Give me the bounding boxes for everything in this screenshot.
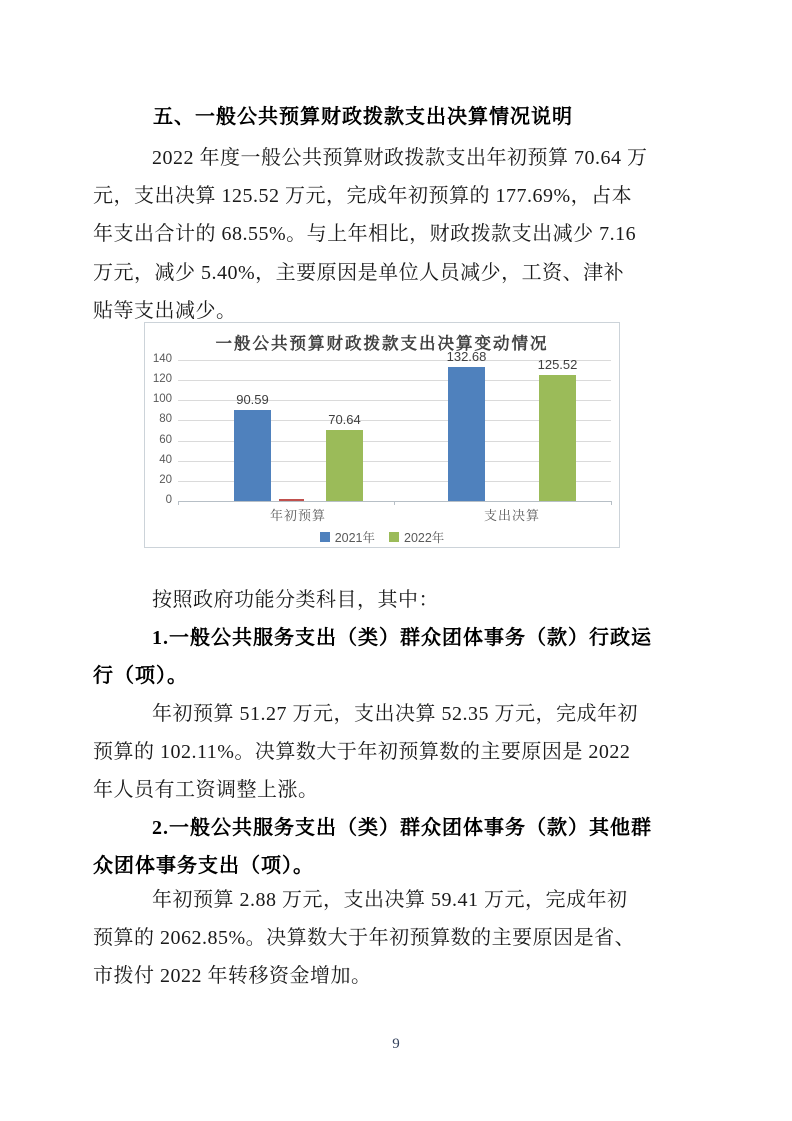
y-axis-tick-label: 100	[152, 393, 172, 406]
legend-label: 2021年	[334, 531, 375, 545]
subsection-1-body	[93, 695, 713, 810]
paragraph-overview	[93, 139, 713, 330]
text-line: 按照政府功能分类科目，其中：	[152, 589, 439, 611]
y-axis-tick-label: 80	[159, 413, 172, 426]
text-line: 行（项）。	[93, 665, 188, 688]
text-line: 预算的 2062.85%。决算数大于年初预算数的主要原因是省、	[93, 927, 636, 950]
text-line: 年初预算 2.88 万元，支出决算 59.41 万元，完成年初	[152, 889, 628, 911]
subsection-1-heading	[93, 619, 713, 695]
x-axis-tick	[394, 501, 395, 505]
x-axis-category-label: 支出决算	[483, 508, 540, 523]
bar-value-label: 70.64	[328, 411, 361, 427]
bar-2022年	[539, 375, 576, 501]
y-axis-tick-label: 140	[152, 353, 172, 365]
bar-value-label: 125.52	[537, 356, 578, 372]
text-line: 年人员有工资调整上涨。	[93, 779, 319, 802]
y-axis-tick-label: 0	[165, 494, 172, 506]
x-axis-category-label: 年初预算	[269, 508, 326, 523]
x-axis-tick	[178, 501, 179, 505]
y-axis-tick-label: 120	[152, 373, 172, 386]
text-line: 市拨付 2022 年转移资金增加。	[93, 965, 372, 988]
bar-chart	[144, 322, 620, 548]
legend-swatch-icon	[389, 532, 399, 542]
bar-2022年	[326, 430, 363, 501]
bar-value-label: 90.59	[236, 391, 269, 407]
text-line: 预算的 102.11%。决算数大于年初预算数的主要原因是 2022	[93, 741, 631, 764]
text-line: 1.一般公共服务支出（类）群众团体事务（款）行政运	[152, 627, 652, 649]
text-line: 元，支出决算 125.52 万元，完成年初预算的 177.69%，占本	[93, 185, 633, 208]
legend-swatch-icon	[320, 532, 330, 542]
x-axis-tick	[611, 501, 612, 505]
text-line: 贴等支出减少。	[93, 299, 237, 322]
text-line: 万元，减少 5.40%，主要原因是单位人员减少，工资、津补	[93, 261, 625, 284]
subsection-2-heading	[93, 809, 713, 885]
text-line: 2.一般公共服务支出（类）群众团体事务（款）其他群	[152, 817, 652, 839]
paragraph-intro	[93, 581, 713, 619]
legend-entry	[320, 528, 375, 546]
y-axis-tick-label: 60	[159, 433, 172, 446]
bar-value-label: 132.68	[446, 349, 487, 365]
subsection-2-body	[93, 881, 713, 996]
text-line: 年初预算 51.27 万元，支出决算 52.35 万元，完成年初	[152, 703, 638, 725]
text-line: 众团体事务支出（项）。	[93, 855, 314, 878]
page-number: 9	[392, 1036, 400, 1052]
text-line: 2022 年度一般公共预算财政拨款支出年初预算 70.64 万	[152, 147, 648, 169]
section-heading: 五、一般公共预算财政拨款支出决算情况说明	[153, 106, 573, 128]
y-axis-tick-label: 20	[159, 473, 172, 486]
text-line: 年支出合计的 68.55%。与上年相比，财政拨款支出减少 7.16	[93, 223, 637, 246]
anomaly-marker	[279, 499, 304, 501]
chart-legend	[145, 528, 619, 546]
bar-2021年	[448, 367, 485, 501]
legend-entry	[389, 528, 444, 546]
legend-label: 2022年	[404, 531, 445, 545]
y-axis-tick-label: 40	[159, 453, 172, 466]
bar-2021年	[234, 410, 271, 501]
chart-title: 一般公共预算财政拨款支出决算变动情况	[215, 335, 549, 353]
